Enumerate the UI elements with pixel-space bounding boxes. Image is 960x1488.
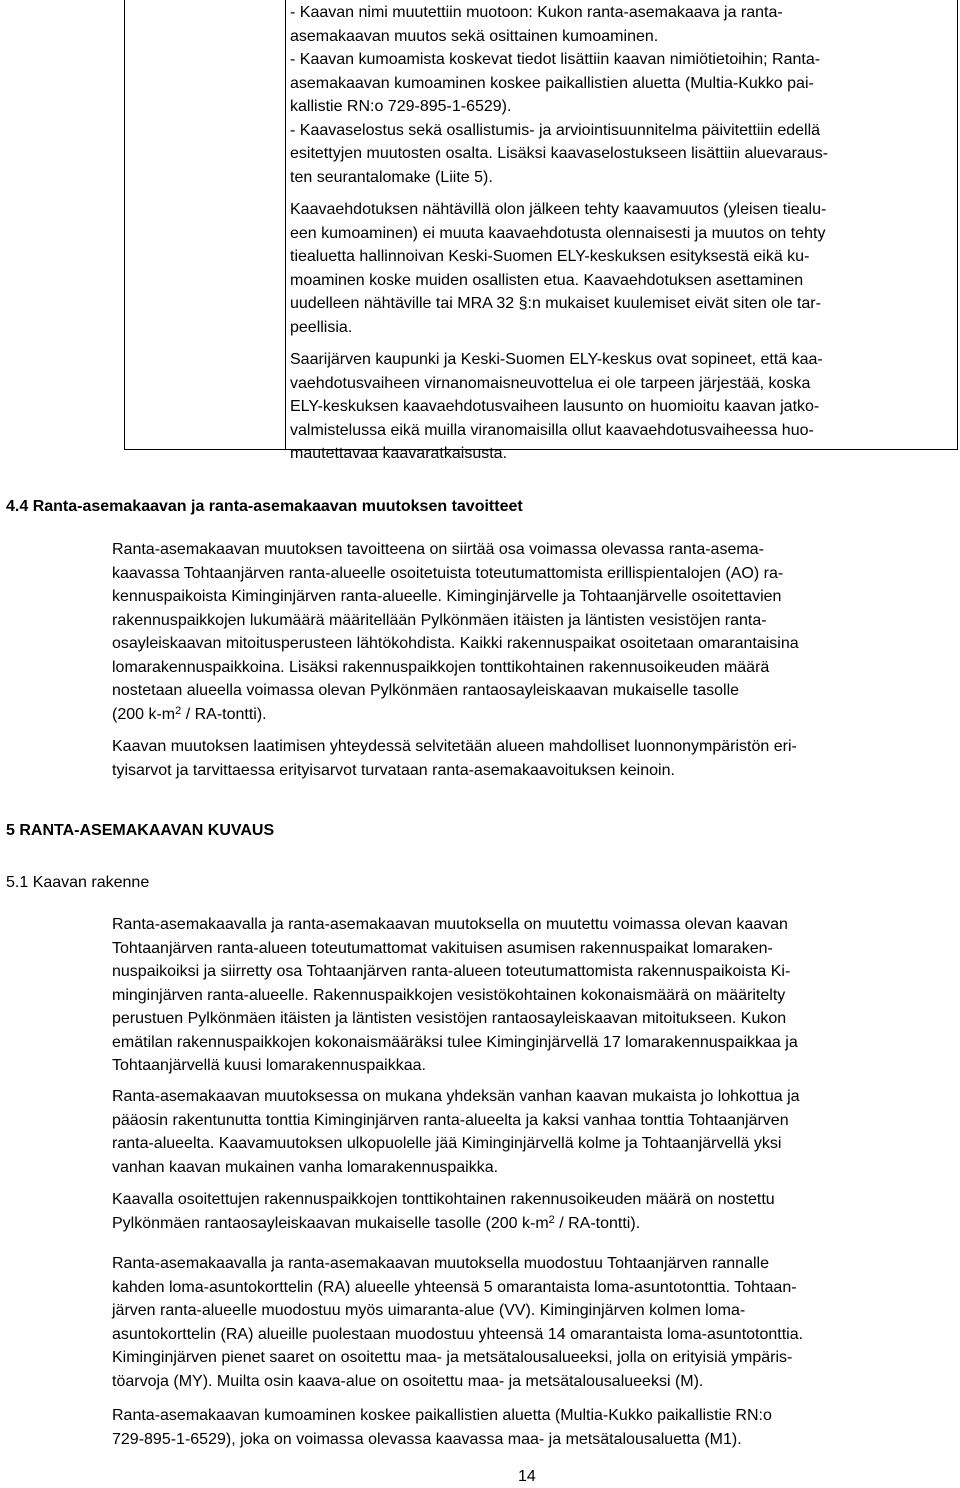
text-line: peellisia. bbox=[290, 318, 353, 336]
text-line: kaavassa Tohtaanjärven ranta-alueelle osoitetuista toteutumattomista erillispientalojen (AO) ra- bbox=[112, 564, 784, 582]
text-line: esitettyjen muutosten osalta. Lisäksi kaavaselostukseen lisättiin aluevaraus- bbox=[290, 145, 829, 162]
table-column-divider bbox=[285, 0, 286, 449]
text-line: nuspaikoiksi ja siirretty osa Tohtaanjärven ranta-alueen toteutumattomista rakennuspaikoista Ki- bbox=[112, 963, 791, 980]
text-line: - Kaavaselostus sekä osallistumis- ja arviointisuunnitelma päivitettiin edellä bbox=[290, 121, 821, 139]
table-para-evaluation bbox=[290, 198, 950, 339]
text-line: nostetaan alueella voimassa olevan Pylkönmäen rantaosayleiskaavan mukaiselle tasolle bbox=[112, 682, 740, 699]
table-para-agreement bbox=[290, 348, 950, 466]
text-line: moaminen koske muiden osallisten etua. Kaavaehdotuksen asettaminen bbox=[290, 271, 804, 289]
text-line: asemakaavan kumoaminen koskee paikallistien aluetta (Multia-Kukko pai- bbox=[290, 74, 814, 92]
text-line: pääosin rakentunutta tonttia Kiminginjärven ranta-alueelta ja kaksi vanhaa tonttia Tohtaanjärven bbox=[112, 1111, 789, 1129]
text-line: kallistie RN:o 729-895-1-6529). bbox=[290, 98, 512, 115]
text-line: - Kaavan nimi muutettiin muotoon: Kukon ranta-asemakaava ja ranta- bbox=[290, 4, 783, 21]
subsection-heading-5-1: 5.1 Kaavan rakenne bbox=[6, 874, 150, 891]
text-line: Ranta-asemakaavalla ja ranta-asemakaavan muutoksella muodostuu Tohtaanjärven rannalle bbox=[112, 1255, 769, 1272]
text-line: rakennuspaikkojen lukumäärä määritellään Pylkönmäen itäisten ja läntisten vesistöjen ranta- bbox=[112, 611, 767, 629]
text-line: ten seurantalomake (Liite 5). bbox=[290, 168, 493, 186]
text-line: valmistelussa eikä muilla viranomaisilla ollut kaavaehdotusvaiheessa huo- bbox=[290, 421, 814, 439]
text-line: minginjärven ranta-alueelle. Rakennuspaikkojen vesistökohtainen kokonaismäärä on määritelty bbox=[112, 986, 786, 1004]
superscript: 2 bbox=[175, 704, 182, 717]
text-line: lomarakennuspaikkoina. Lisäksi rakennuspaikkojen tonttikohtainen rakennusoikeuden määrä bbox=[112, 658, 770, 676]
text-line: Kaavan muutoksen laatimisen yhteydessä selvitetään alueen mahdolliset luonnonympäristön eri- bbox=[112, 738, 797, 755]
text-line: tiealuetta hallinnoivan Keski-Suomen ELY-keskuksen esityksestä eikä ku- bbox=[290, 248, 810, 265]
text-line: Kaavaehdotuksen nähtävillä olon jälkeen tehty kaavamuutos (yleisen tiealu- bbox=[290, 201, 827, 218]
section-5-1-paragraph-4 bbox=[112, 1252, 942, 1393]
section-heading-4-4: 4.4 Ranta-asemakaavan ja ranta-asemakaavan muutoksen tavoitteet bbox=[6, 498, 523, 515]
text-line: asuntokorttelin (RA) alueille puolestaan muodostuu yhteensä 14 omarantaista loma-asuntotonttia. bbox=[112, 1325, 804, 1343]
page-number: 14 bbox=[518, 1468, 536, 1485]
section-4-4-paragraph-2 bbox=[112, 735, 942, 782]
text-line bbox=[112, 706, 267, 723]
text-fragment: (200 k-m bbox=[112, 705, 176, 723]
text-line: Kiminginjärven pienet saaret on osoitettu maa- ja metsätalousalueeksi, jolla on erityisiä ympäris- bbox=[112, 1349, 793, 1366]
text-line: Ranta-asemakaavan muutoksessa on mukana yhdeksän vanhan kaavan mukaista jo lohkottua ja bbox=[112, 1088, 800, 1105]
text-line: ELY-keskuksen kaavaehdotusvaiheen lausunto on huomioitu kaavan jatko- bbox=[290, 398, 820, 415]
section-4-4-paragraph-1 bbox=[112, 538, 942, 726]
text-fragment: / RA-tontti). bbox=[181, 705, 267, 723]
text-line: 729-895-1-6529), joka on voimassa olevassa kaavassa maa- ja metsätalousaluetta (M1). bbox=[112, 1430, 742, 1448]
section-5-1-paragraph-5 bbox=[112, 1404, 942, 1451]
text-line: Tohtaanjärven ranta-alueen toteutumattomat vakituisen asumisen rakennuspaikat lomaraken- bbox=[112, 939, 773, 957]
text-line: kahden loma-asuntokorttelin (RA) alueelle yhteensä 5 omarantaista loma-asuntotonttia. Tohtaan- bbox=[112, 1278, 797, 1296]
text-line: tyisarvot ja tarvittaessa erityisarvot turvataan ranta-asemakaavoituksen keinoin. bbox=[112, 761, 675, 779]
text-line: kennuspaikoista Kiminginjärven ranta-alueelle. Kiminginjärvelle ja Tohtaanjärvelle osoitettavien bbox=[112, 588, 782, 605]
text-line: asemakaavan muutos sekä osittainen kumoaminen. bbox=[290, 27, 659, 45]
text-line: ranta-alueelta. Kaavamuutoksen ulkopuolelle jää Kiminginjärvellä kolme ja Tohtaanjärvellä yksi bbox=[112, 1135, 782, 1152]
text-line: een kumoaminen) ei muuta kaavaehdotusta olennaisesti ja muutos on tehty bbox=[290, 224, 826, 242]
text-fragment: Pylkönmäen rantaosayleiskaavan mukaiselle tasolle (200 k-m bbox=[112, 1214, 549, 1232]
text-line: - Kaavan kumoamista koskevat tiedot lisättiin kaavan nimiötietoihin; Ranta- bbox=[290, 51, 821, 68]
text-line: Saarijärven kaupunki ja Keski-Suomen ELY-keskus ovat sopineet, että kaa- bbox=[290, 351, 823, 368]
section-5-1-paragraph-3 bbox=[112, 1188, 942, 1235]
text-line: vanhan kaavan mukainen vanha lomarakennuspaikka. bbox=[112, 1158, 499, 1176]
superscript: 2 bbox=[548, 1213, 555, 1226]
text-line: vaehdotusvaiheen virnanomaisneuvottelua ei ole tarpeen järjestää, koska bbox=[290, 374, 811, 392]
text-line: perustuen Pylkönmäen itäisten ja läntisten vesistöjen rantaosayleiskaavan mitoitukseen. Kukon bbox=[112, 1010, 787, 1027]
text-line bbox=[112, 1215, 640, 1232]
text-line: Ranta-asemakaavalla ja ranta-asemakaavan muutoksella on muutettu voimassa olevan kaavan bbox=[112, 916, 788, 933]
text-line: Ranta-asemakaavan muutoksen tavoitteena on siirtää osa voimassa olevassa ranta-asema- bbox=[112, 541, 764, 558]
text-line: töarvoja (MY). Muilta osin kaava-alue on osoitettu maa- ja metsätalousalueeksi (M). bbox=[112, 1372, 704, 1390]
section-5-1-paragraph-1 bbox=[112, 913, 942, 1078]
table-para-changes bbox=[290, 1, 950, 189]
text-line: mautettavaa kaavaratkaisusta. bbox=[290, 445, 508, 462]
table-cell-text bbox=[290, 1, 950, 466]
text-fragment: / RA-tontti). bbox=[554, 1214, 641, 1232]
text-line: uudelleen nähtäville tai MRA 32 §:n mukaiset kuulemiset eivät siten ole tar- bbox=[290, 295, 821, 312]
section-5-1-paragraph-2 bbox=[112, 1085, 942, 1179]
text-line: Ranta-asemakaavan kumoaminen koskee paikallistien aluetta (Multia-Kukko paikallistie RN:o bbox=[112, 1407, 772, 1424]
text-line: järven ranta-alueelle muodostuu myös uimaranta-alue (VV). Kiminginjärven kolmen loma- bbox=[112, 1302, 746, 1319]
text-line: emätilan rakennuspaikkojen kokonaismääräksi tulee Kiminginjärvellä 17 lomarakennuspaikkaa ja bbox=[112, 1033, 798, 1051]
section-heading-5: 5 RANTA-ASEMAKAAVAN KUVAUS bbox=[6, 822, 275, 839]
text-line: osayleiskaavan mitoitusperusteen lähtökohdista. Kaikki rakennuspaikat osoitetaan omarantaisina bbox=[112, 635, 799, 652]
text-line: Kaavalla osoitettujen rakennuspaikkojen tonttikohtainen rakennusoikeuden määrä on nostettu bbox=[112, 1191, 775, 1208]
text-line: Tohtaanjärvellä kuusi lomarakennuspaikkaa. bbox=[112, 1057, 426, 1074]
